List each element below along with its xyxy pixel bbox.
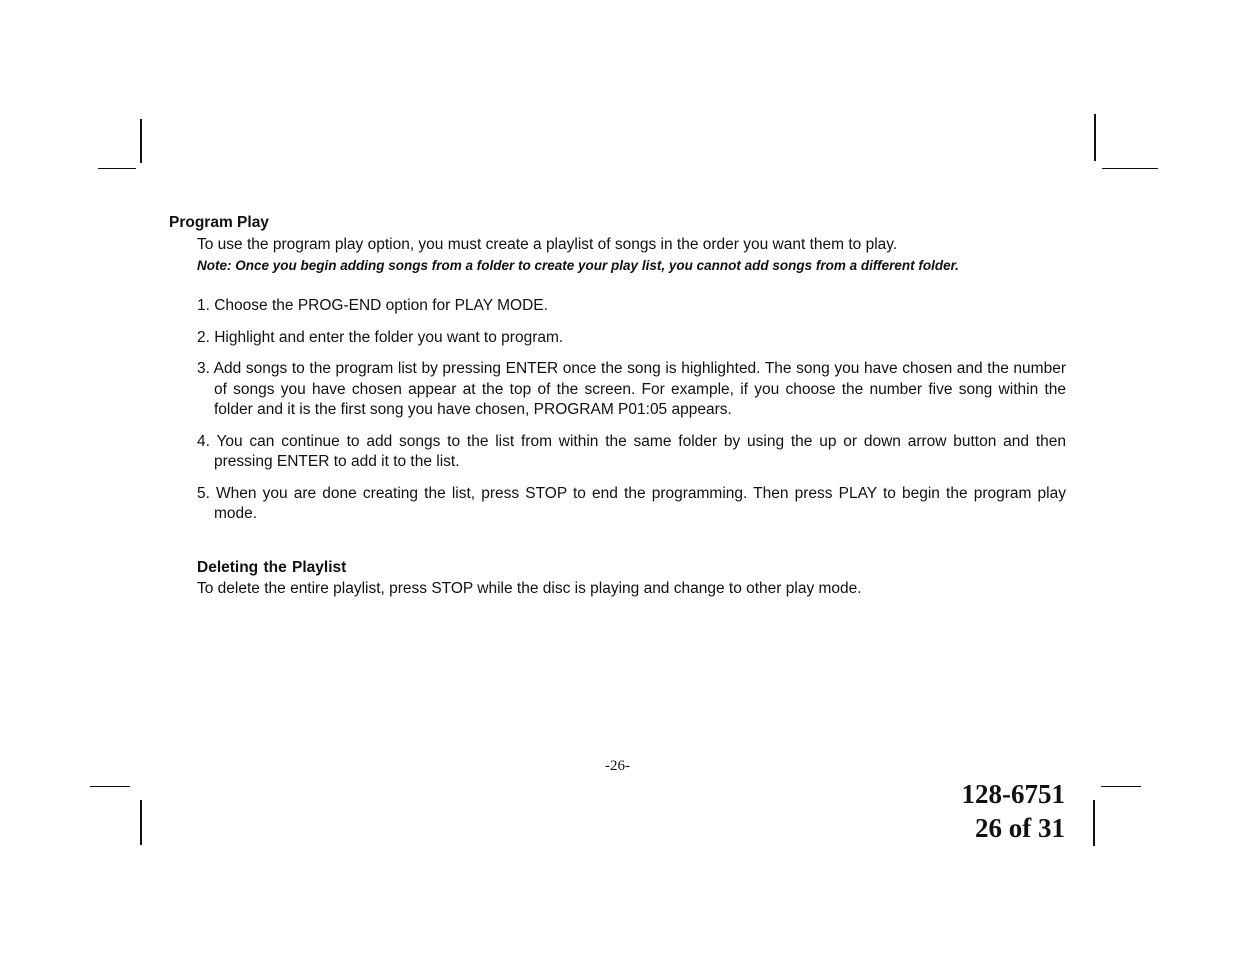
step-item: 5. When you are done creating the list, press STOP to end the programming. Then press PLAY to begin the program play mode. <box>197 484 1066 522</box>
page-count: 26 of 31 <box>975 813 1065 843</box>
crop-mark-bottom-left-vertical <box>140 800 142 845</box>
section-note: Note: Once you begin adding songs from a folder to create your play list, you cannot add songs from a different folder. <box>197 258 959 273</box>
crop-mark-bottom-left-horizontal <box>90 786 130 787</box>
step-item: 1. Choose the PROG-END option for PLAY MODE. <box>197 297 548 314</box>
crop-mark-top-right-horizontal <box>1102 168 1158 169</box>
crop-mark-top-right-vertical <box>1094 114 1096 161</box>
document-id: 128-6751 <box>961 779 1065 809</box>
section-title: Program Play <box>169 214 269 231</box>
step-item: 3. Add songs to the program list by pressing ENTER once the song is highlighted. The song you have chosen and the number of songs you have chosen appear at the top of the screen. For example, if you choose the number five song within the folder and it is the first song you have chosen, PROGRAM P01:05 appears. <box>197 360 1066 418</box>
deleting-title: Deleting the Playlist <box>197 559 347 576</box>
crop-mark-bottom-right-vertical <box>1093 800 1095 846</box>
section-intro: To use the program play option, you must create a playlist of songs in the order you want them to play. <box>197 236 898 253</box>
crop-mark-bottom-right-horizontal <box>1101 786 1141 787</box>
document-code <box>962 777 1066 845</box>
crop-mark-top-left-vertical <box>140 119 142 163</box>
deleting-text: To delete the entire playlist, press STOP while the disc is playing and change to other play mode. <box>197 580 862 597</box>
step-item: 2. Highlight and enter the folder you want to program. <box>197 328 564 346</box>
step-item: 4. You can continue to add songs to the list from within the same folder by using the up or down arrow button and then pressing ENTER to add it to the list. <box>197 432 1066 470</box>
crop-mark-top-left-horizontal <box>98 168 136 169</box>
steps-list <box>197 296 1066 536</box>
page-number: -26- <box>605 758 630 774</box>
